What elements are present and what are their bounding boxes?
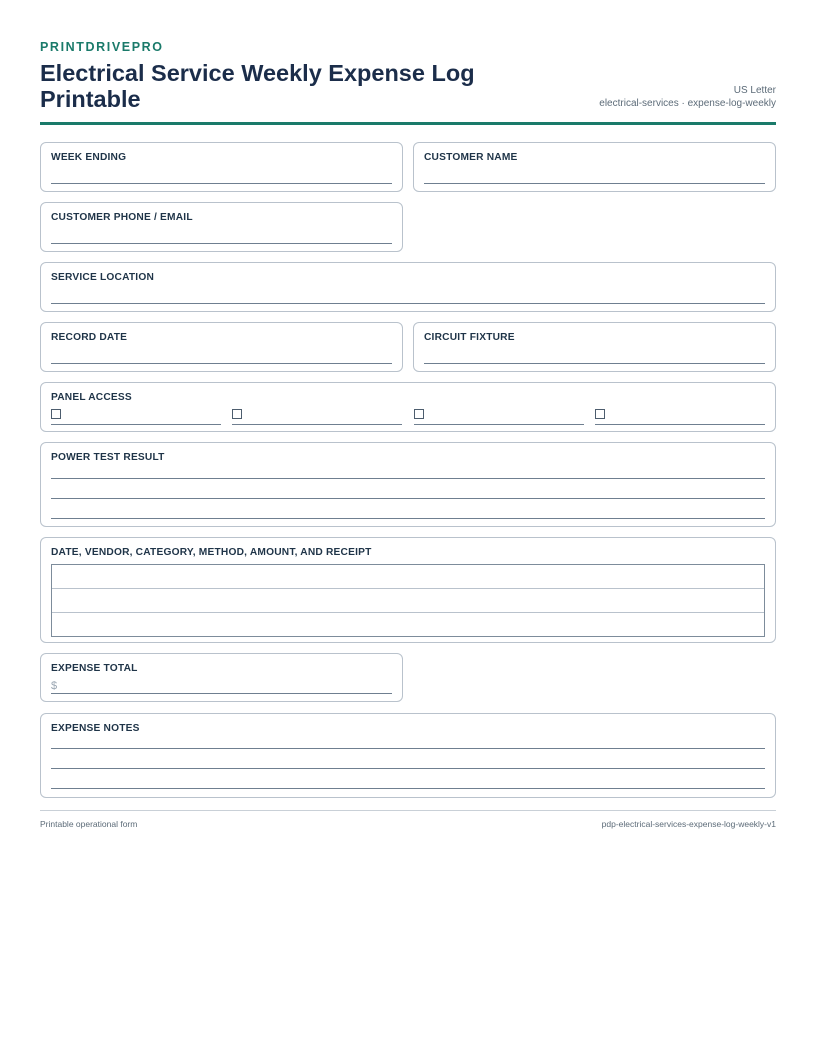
customer-contact-field[interactable] <box>40 202 403 252</box>
expense-total-line[interactable] <box>51 693 392 694</box>
page-header <box>40 40 776 125</box>
checkbox-icon[interactable] <box>232 409 242 419</box>
power-test-result-field[interactable] <box>40 442 776 527</box>
power-test-line-1[interactable] <box>51 478 765 479</box>
document-meta <box>599 84 776 110</box>
paper-size: US Letter <box>733 85 776 96</box>
panel-access-option-3[interactable] <box>414 407 584 425</box>
expense-table-section <box>40 537 776 643</box>
customer-name-label: CUSTOMER NAME <box>424 152 518 163</box>
expense-notes-field[interactable] <box>40 713 776 798</box>
record-date-line[interactable] <box>51 363 392 364</box>
checkbox-icon[interactable] <box>414 409 424 419</box>
expense-table <box>51 564 765 637</box>
power-test-line-3[interactable] <box>51 518 765 519</box>
panel-access-option-2[interactable] <box>232 407 402 425</box>
brand-name: PRINTDRIVEPRO <box>40 40 164 54</box>
expense-notes-label: EXPENSE NOTES <box>51 723 140 734</box>
expense-notes-line-2[interactable] <box>51 768 765 769</box>
service-location-line[interactable] <box>51 303 765 304</box>
expense-notes-line-1[interactable] <box>51 748 765 749</box>
customer-contact-line[interactable] <box>51 243 392 244</box>
week-ending-label: WEEK ENDING <box>51 152 127 163</box>
panel-access-label: PANEL ACCESS <box>51 392 132 403</box>
record-date-field[interactable] <box>40 322 403 372</box>
customer-contact-label: CUSTOMER PHONE / EMAIL <box>51 212 193 223</box>
power-test-result-label: POWER TEST RESULT <box>51 452 165 463</box>
panel-access-option-1[interactable] <box>51 407 221 425</box>
expense-table-label: DATE, VENDOR, CATEGORY, METHOD, AMOUNT, AND RECEIPT <box>51 547 372 558</box>
table-row[interactable] <box>52 613 764 636</box>
circuit-fixture-line[interactable] <box>424 363 765 364</box>
expense-total-label: EXPENSE TOTAL <box>51 663 138 674</box>
panel-access-option-4[interactable] <box>595 407 765 425</box>
week-ending-field[interactable] <box>40 142 403 192</box>
circuit-fixture-label: CIRCUIT FIXTURE <box>424 332 515 343</box>
footer-rule <box>40 810 776 811</box>
table-row[interactable] <box>52 589 764 613</box>
table-row[interactable] <box>52 565 764 589</box>
panel-access-field <box>40 382 776 432</box>
record-date-label: RECORD DATE <box>51 332 128 343</box>
expense-total-field[interactable] <box>40 653 403 702</box>
header-rule <box>40 122 776 125</box>
checkbox-icon[interactable] <box>595 409 605 419</box>
circuit-fixture-field[interactable] <box>413 322 776 372</box>
week-ending-line[interactable] <box>51 183 392 184</box>
expense-notes-line-3[interactable] <box>51 788 765 789</box>
footer-form-id: pdp-electrical-services-expense-log-weekly-v1 <box>601 819 776 829</box>
customer-name-line[interactable] <box>424 183 765 184</box>
document-slug: electrical-services · expense-log-weekly <box>599 98 776 109</box>
power-test-line-2[interactable] <box>51 498 765 499</box>
currency-symbol: $ <box>51 680 58 692</box>
service-location-label: SERVICE LOCATION <box>51 272 155 283</box>
checkbox-icon[interactable] <box>51 409 61 419</box>
page-title: Electrical Service Weekly Expense Log Printable <box>40 60 475 112</box>
service-location-field[interactable] <box>40 262 776 312</box>
footer-left-text: Printable operational form <box>40 819 138 829</box>
customer-name-field[interactable] <box>413 142 776 192</box>
